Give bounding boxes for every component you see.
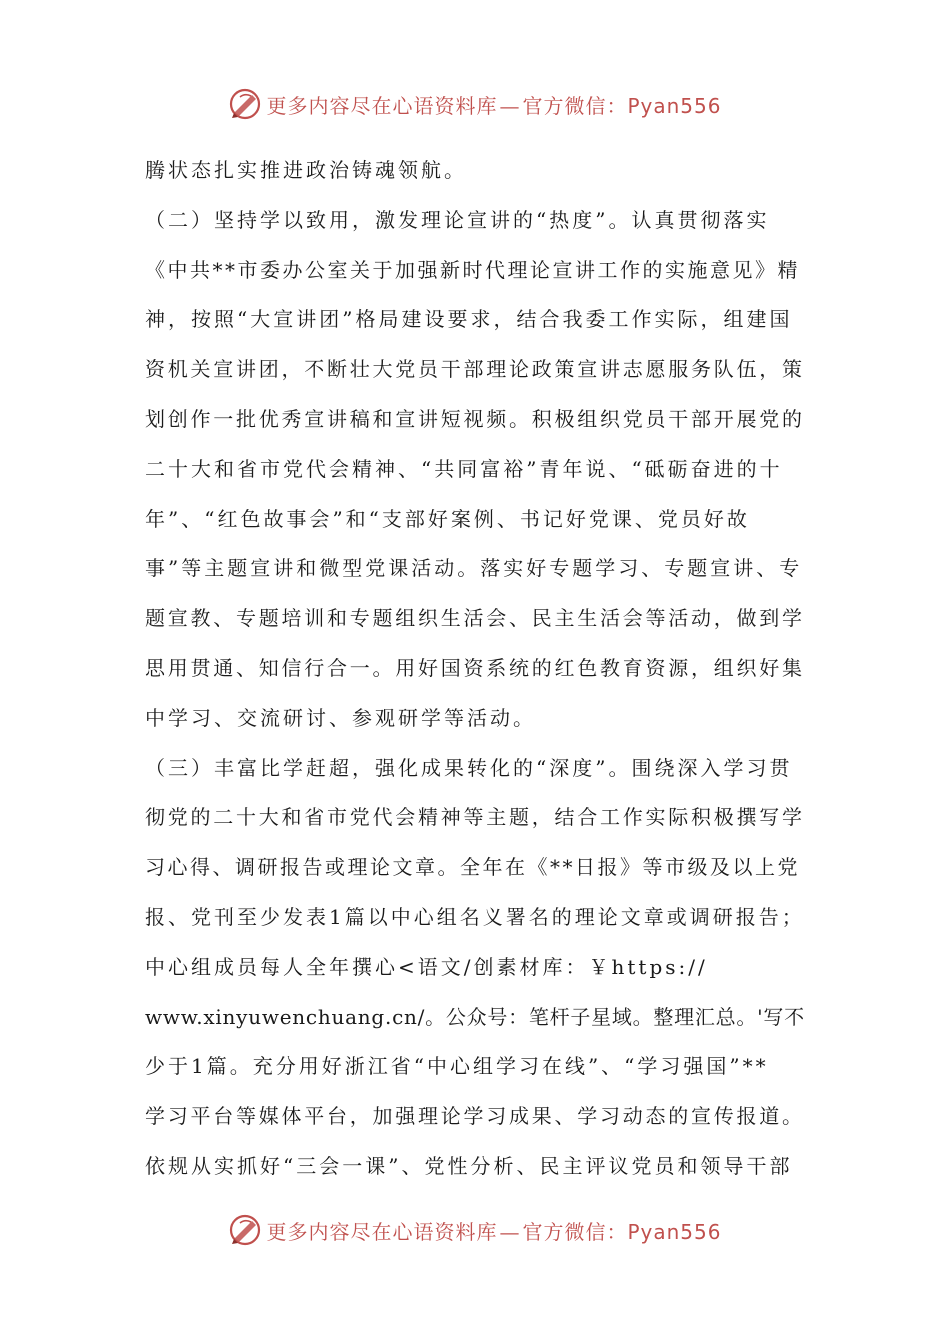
document-body (145, 146, 807, 1192)
text-line: 资机关宣讲团，不断壮大党员干部理论政策宣讲志愿服务队伍，策 (145, 357, 805, 382)
header-banner-text (266, 90, 721, 119)
text-line: 报、党刊至少发表1篇以中心组名义署名的理论文章或调研报告； (145, 904, 805, 929)
text-line: 学习平台等媒体平台，加强理论学习成果、学习动态的宣传报道。 (145, 1104, 805, 1129)
text-line: 题宣教、专题培训和专题组织生活会、民主生活会等活动，做到学 (145, 606, 805, 631)
header-banner (0, 84, 950, 124)
banner-wechat: 官方微信：Pyan556 (522, 93, 722, 118)
banner-separator: — (499, 1219, 521, 1244)
text-line: 习心得、调研报告或理论文章。全年在《**日报》等市级及以上党 (145, 855, 800, 880)
text-line: 腾状态扎实推进政治铸魂领航。 (145, 158, 467, 182)
text-line: 中心组成员每人全年撰心<语文/创素材库：￥https:// (145, 954, 708, 979)
text-line: 中学习、交流研讨、参观研学等活动。 (145, 705, 536, 730)
footer-banner (0, 1210, 950, 1250)
footer-banner-text (266, 1216, 721, 1245)
text-line: （二）坚持学以致用，激发理论宣讲的“热度”。认真贯彻落实 (145, 207, 770, 232)
pen-circle-logo-icon (228, 87, 262, 121)
banner-separator: — (499, 93, 521, 118)
pen-circle-logo-icon (228, 1213, 262, 1247)
banner-title: 更多内容尽在心语资料库 (266, 93, 498, 118)
text-line: 神，按照“大宣讲团”格局建设要求，结合我委工作实际，组建国 (145, 307, 793, 332)
text-line: 思用贯通、知信行合一。用好国资系统的红色教育资源，组织好集 (145, 655, 805, 680)
text-line: 二十大和省市党代会精神、“共同富裕”青年说、“砥砺奋进的十 (145, 456, 783, 481)
banner-wechat: 官方微信：Pyan556 (522, 1219, 722, 1244)
text-line: 年”、“红色故事会”和“支部好案例、书记好党课、党员好故 (145, 506, 750, 531)
text-line: 划创作一批优秀宣讲稿和宣讲短视频。积极组织党员干部开展党的 (145, 406, 805, 431)
text-line: www.xinyuwenchuang.cn/。公众号：笔杆子星域。整理汇总。'写不 (145, 1004, 805, 1029)
text-line: 彻党的二十大和省市党代会精神等主题，结合工作实际积极撰写学 (145, 805, 805, 830)
text-line: 事”等主题宣讲和微型党课活动。落实好专题学习、专题宣讲、专 (145, 556, 803, 581)
text-line: （三）丰富比学赶超，强化成果转化的“深度”。围绕深入学习贯 (145, 755, 793, 780)
text-line: 少于1篇。充分用好浙江省“中心组学习在线”、“学习强国”** (145, 1054, 769, 1079)
banner-title: 更多内容尽在心语资料库 (266, 1219, 498, 1244)
text-line: 《中共**市委办公室关于加强新时代理论宣讲工作的实施意见》精 (145, 257, 800, 282)
text-line: 依规从实抓好“三会一课”、党性分析、民主评议党员和领导干部 (145, 1153, 793, 1178)
